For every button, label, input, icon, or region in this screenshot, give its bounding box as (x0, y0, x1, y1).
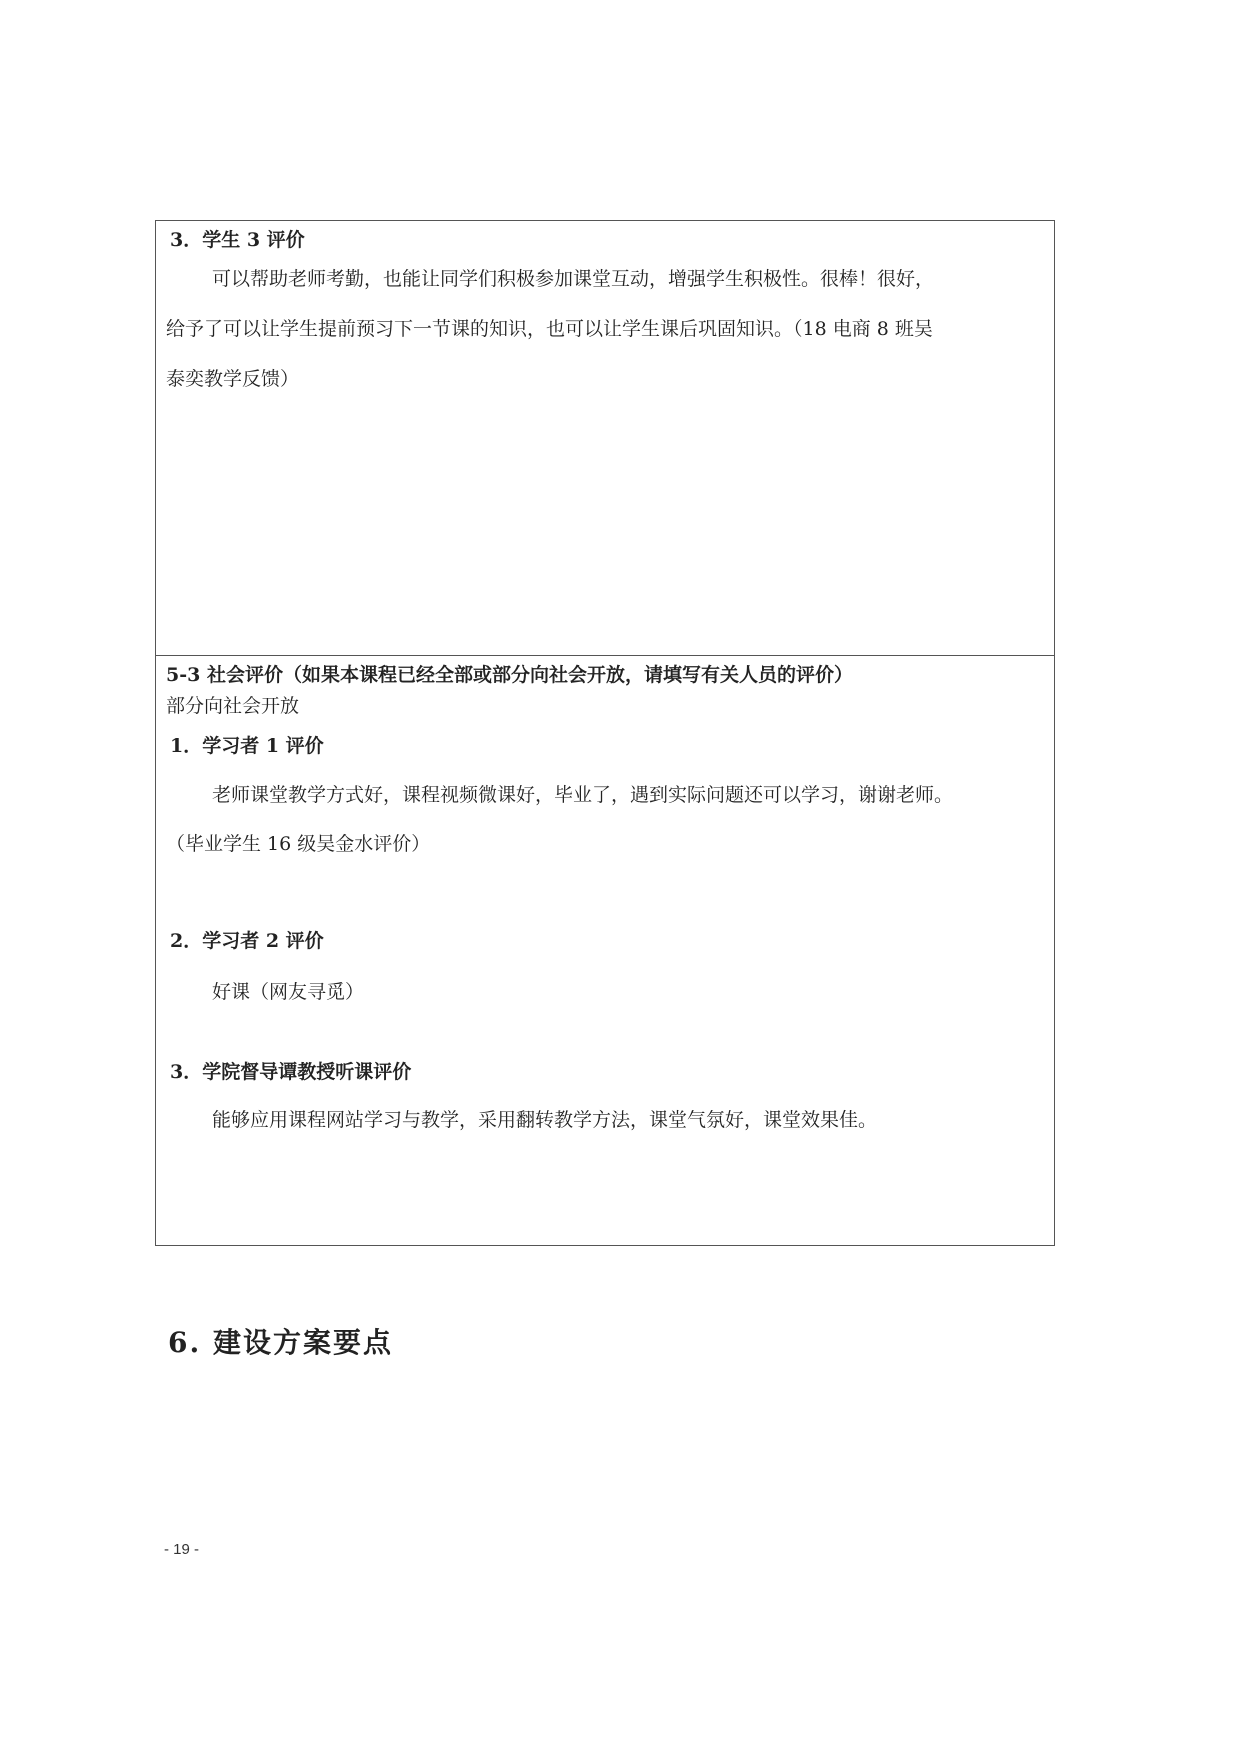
social-open-status: 部分向社会开放 (166, 695, 300, 717)
student-3-text-line-1: 可以帮助老师考勤，也能让同学们积极参加课堂互动，增强学生积极性。很棒！很好， (212, 268, 935, 290)
supervisor-heading: 3．学院督导谭教授听课评价 (170, 1061, 412, 1083)
social-evaluation-heading: 5-3 社会评价（如果本课程已经全部或部分向社会开放，请填写有关人员的评价） (166, 664, 853, 686)
learner-1-text-line-2: （毕业学生 16 级吴金水评价） (166, 833, 431, 855)
learner-1-text-line-1: 老师课堂教学方式好，课程视频微课好，毕业了，遇到实际问题还可以学习，谢谢老师。 (212, 784, 954, 806)
section-6-title: 6. 建设方案要点 (168, 1326, 393, 1359)
learner-2-text: 好课（网友寻觅） (212, 981, 365, 1003)
learner-2-heading: 2．学习者 2 评价 (170, 930, 324, 952)
page-number: - 19 - (164, 1541, 200, 1558)
learner-1-heading: 1．学习者 1 评价 (170, 735, 324, 757)
supervisor-text: 能够应用课程网站学习与教学，采用翻转教学方法，课堂气氛好，课堂效果佳。 (212, 1109, 878, 1131)
student-3-text-line-3: 泰奕教学反馈） (166, 368, 300, 390)
student-3-text-line-2: 给予了可以让学生提前预习下一节课的知识，也可以让学生课后巩固知识。（18 电商 8 班吴 (166, 318, 933, 340)
student-3-heading: 3．学生 3 评价 (170, 229, 305, 251)
